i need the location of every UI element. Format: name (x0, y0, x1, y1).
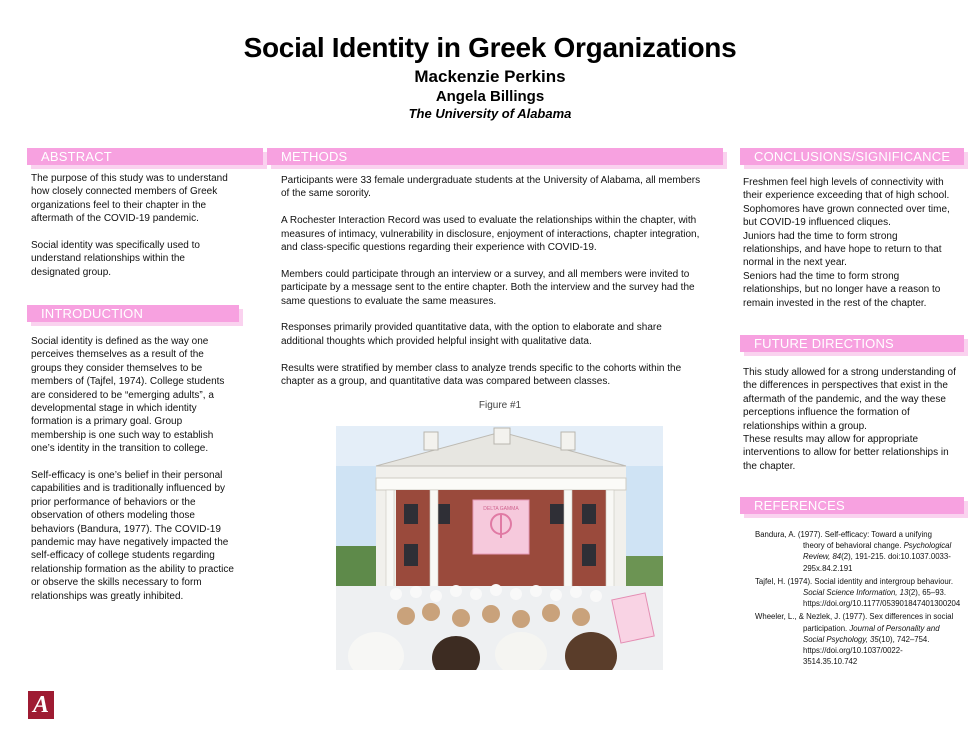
future-directions-body (743, 366, 958, 473)
poster-title: Social Identity in Greek Organizations (243, 32, 737, 63)
conclusion-line: Sophomores have grown connected over time, but COVID-19 influenced cliques. (743, 203, 950, 229)
figure-photo (336, 426, 663, 670)
reference-journal: Journal of Personality and Social Psychology, 35 (803, 623, 940, 644)
introduction-heading: INTRODUCTION (27, 305, 239, 322)
university-logo-icon: A (28, 691, 54, 719)
author-2: Angela Billings (435, 88, 545, 105)
introduction-paragraph: Social identity is defined as the way one perceives themselves as a result of the groups they consider themselves to be members of (Tajfel, 1974). College students are considered to be “emerging adults”, a developmental stage in which identity formation is a primary goal. Group membership is one such way to establish one’s identity in the transition to college. (31, 336, 225, 455)
reference-text: Tajfel, H. (1974). Social identity and intergroup behaviour. (755, 576, 954, 586)
reference-text: Bandura, A. (1977). Self-efficacy: Toward a unifying theory of behavioral change. (755, 530, 932, 551)
reference-item (755, 611, 955, 667)
conclusions-body (743, 176, 958, 310)
future-directions-heading: FUTURE DIRECTIONS (740, 335, 964, 352)
methods-paragraph: Participants were 33 female undergraduate students at the University of Alabama, all members of the same sorority. (281, 175, 701, 200)
reference-details: (2), 65–93. https://doi.org/10.1177/053901847401300204 (803, 588, 961, 609)
reference-item (755, 529, 955, 574)
abstract-body (31, 172, 236, 293)
institution: The University of Alabama (408, 106, 572, 121)
methods-heading: METHODS (267, 148, 723, 165)
reference-details: (2), 191-215. doi:10.1037.0033-295x.84.2.191 (803, 552, 951, 573)
future-line: These results may allow for appropriate interventions to allow for better relationships in the chapter. (743, 434, 949, 472)
future-line: This study allowed for a strong understanding of the differences in perspectives that exist in the aftermath of the pandemic, and the way these perceptions influence the formation of relationships within a group. (743, 367, 956, 432)
reference-journal: Social Science Information, 13 (803, 588, 909, 598)
reference-details: (10), 742–754. https://doi.org/10.1037/0022-3514.35.10.742 (803, 634, 930, 667)
sorority-house-illustration (336, 426, 663, 670)
reference-journal: Psychological Review, 84 (803, 541, 952, 562)
introduction-paragraph: Self-efficacy is one’s belief in their personal capabilities and is traditionally influenced by prior performance of behaviors or the observation of others modeling those behaviors (Bandura, 1977). The COVID-19 pandemic may have negatively impacted the self-efficacy of college students regarding relationship formation as the ability to practice or observe the skills necessary to form relationships was greatly inhibited. (31, 470, 234, 602)
abstract-paragraph: Social identity was specifically used to understand relationships within the designated group. (31, 240, 200, 278)
introduction-body (31, 335, 236, 617)
conclusion-line: Freshmen feel high levels of connectivity with their experience exceeding that of high school. (743, 177, 950, 202)
references-heading: REFERENCES (740, 497, 964, 514)
methods-body (281, 174, 701, 402)
abstract-paragraph: The purpose of this study was to understand how closely connected members of Greek organizations feel to their chapter in the aftermath of the COVID-19 pandemic. (31, 173, 228, 225)
methods-paragraph: Members could participate through an interview or a survey, and all members were invited to participate by a message sent to the entire chapter. Both the interview and the survey had the same questions to evaluate the same measures. (281, 268, 695, 307)
conclusions-heading: CONCLUSIONS/SIGNIFICANCE (740, 148, 964, 165)
references-list (755, 529, 961, 669)
conclusion-line: Seniors had the time to form strong relationships, but no longer have a reason to remain invested in the rest of the chapter. (743, 270, 941, 309)
methods-paragraph: Results were stratified by member class to analyze trends specific to the cohorts within the chapter as a group, and quantitative data was compared between classes. (281, 362, 682, 388)
figure-caption: Figure #1 (478, 400, 522, 411)
conclusion-line: Juniors had the time to form strong relationships, and have hope to return to that normal in the next year. (743, 230, 942, 269)
author-1: Mackenzie Perkins (414, 67, 566, 86)
banner-text: DELTA GAMMA (483, 506, 519, 512)
reference-item (755, 576, 961, 610)
methods-paragraph: A Rochester Interaction Record was used to evaluate the relationships within the chapter, with measures of intimacy, vulnerability in disclosure, enjoyment of interactions, chapter integration, and class-specific questions regarding their experience with COVID-19. (281, 215, 700, 254)
methods-paragraph: Responses primarily provided quantitative data, with the option to elaborate and share additional thoughts which provided helpful insight with qualitative data. (281, 322, 662, 347)
reference-text: Wheeler, L., & Nezlek, J. (1977). Sex differences in social participation. (755, 612, 954, 633)
abstract-heading: ABSTRACT (27, 148, 263, 165)
